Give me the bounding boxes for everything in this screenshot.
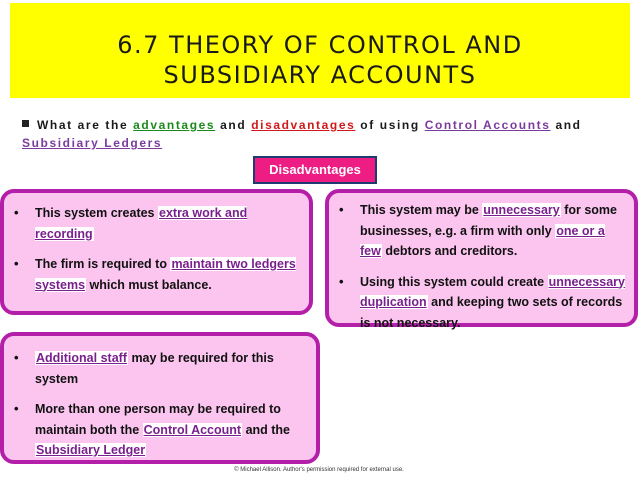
disadvantages-link: disadvantages <box>251 118 356 132</box>
disadvantage-box-2 <box>325 189 638 330</box>
keyword: unnecessary <box>483 203 560 217</box>
keyword: one or a few <box>360 223 605 258</box>
title-line-1: 6.7 THEORY OF CONTROL AND <box>117 31 523 59</box>
slide-title <box>10 30 630 90</box>
list-item: • The firm is required to maintain two ledgers systems which must balance. <box>8 254 301 295</box>
list-item: • Using this system could create unnecessary duplication and keeping two sets of records is not necessary. <box>333 272 626 334</box>
disadvantage-box-1 <box>0 189 313 315</box>
copyright-footer: © Michael Allison. Author's permission required for external use. <box>234 467 404 473</box>
list-item: • Additional staff may be required for this system <box>8 348 308 389</box>
keyword: maintain two ledgers systems <box>35 257 296 292</box>
keyword: Control Account <box>143 422 242 437</box>
keyword: extra work and recording <box>35 206 248 241</box>
advantages-link: advantages <box>133 118 216 132</box>
list-item: • More than one person may be required to maintain both the Control Account and the Subsidiary Ledger <box>8 399 308 461</box>
question-bullet: What are the advantages and disadvantages of using Control Accounts and Subsidiary Ledgers <box>22 118 582 150</box>
title-line-2: SUBSIDIARY ACCOUNTS <box>163 61 477 89</box>
disadvantages-badge: Disadvantages <box>253 156 377 184</box>
disadvantage-box-3 <box>0 332 320 464</box>
square-bullet-icon <box>22 120 29 127</box>
keyword: unnecessary duplication <box>360 274 625 309</box>
keyword: Subsidiary Ledger <box>36 443 146 457</box>
keyword: Additional staff <box>36 351 127 365</box>
list-item: • This system creates extra work and recording <box>8 203 301 244</box>
subsidiary-ledgers-link: Subsidiary Ledgers <box>22 136 163 150</box>
list-item: • This system may be unnecessary for some businesses, e.g. a firm with only one or a few debtors and creditors. <box>333 200 626 262</box>
control-accounts-link: Control Accounts <box>424 118 551 132</box>
